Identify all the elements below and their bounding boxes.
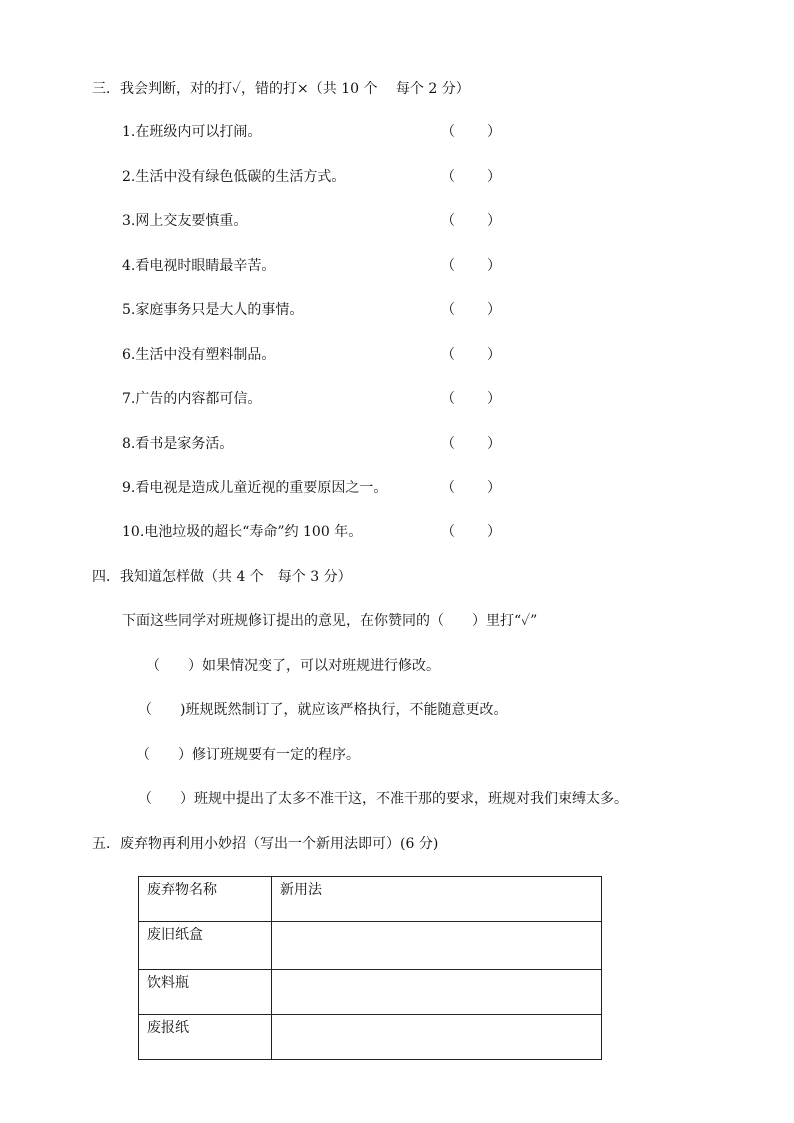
judgement-item-8: 8.看书是家务活。 — [122, 436, 234, 452]
answer-blank-5[interactable]: （ ） — [441, 302, 501, 318]
answer-blank-9[interactable]: （ ） — [441, 480, 501, 496]
waste-name-cell: 饮料瓶 — [139, 970, 272, 1015]
answer-blank-7[interactable]: （ ） — [441, 391, 501, 407]
answer-blank-1[interactable]: （ ） — [441, 124, 501, 140]
section-4-instructions: 下面这些同学对班规修订提出的意见，在你赞同的（ ）里打“✓” — [122, 613, 538, 629]
opinion-option-3[interactable]: （ ）修订班规要有一定的程序。 — [136, 747, 360, 763]
answer-blank-8[interactable]: （ ） — [441, 436, 501, 452]
answer-blank-6[interactable]: （ ） — [441, 347, 501, 363]
judgement-item-6: 6.生活中没有塑料制品。 — [122, 347, 276, 363]
waste-reuse-table — [138, 876, 602, 1060]
answer-blank-3[interactable]: （ ） — [441, 213, 501, 229]
section-3-heading: 三．我会判断，对的打✓，错的打×（共 10 个 每个 2 分） — [92, 81, 470, 97]
table-row — [139, 1015, 602, 1060]
table-row — [139, 970, 602, 1015]
new-use-answer-cell[interactable] — [272, 922, 602, 970]
opinion-option-1[interactable]: （ ）如果情况变了，可以对班规进行修改。 — [146, 658, 440, 674]
table-header-row — [139, 877, 602, 922]
answer-blank-10[interactable]: （ ） — [441, 524, 501, 540]
table-row — [139, 922, 602, 970]
opinion-option-4[interactable]: （ ）班规中提出了太多不准干这，不准干那的要求，班规对我们束缚太多。 — [138, 791, 628, 807]
waste-name-cell: 废旧纸盒 — [139, 922, 272, 970]
judgement-item-9: 9.看电视是造成儿童近视的重要原因之一。 — [122, 480, 388, 496]
judgement-item-5: 5.家庭事务只是大人的事情。 — [122, 302, 304, 318]
judgement-item-4: 4.看电视时眼睛最辛苦。 — [122, 258, 276, 274]
judgement-item-1: 1.在班级内可以打闹。 — [122, 124, 262, 140]
judgement-item-7: 7.广告的内容都可信。 — [122, 391, 262, 407]
new-use-answer-cell[interactable] — [272, 970, 602, 1015]
answer-blank-4[interactable]: （ ） — [441, 258, 501, 274]
opinion-option-2[interactable]: （ )班规既然制订了，就应该严格执行，不能随意更改。 — [138, 702, 508, 718]
judgement-item-3: 3.网上交友要慎重。 — [122, 213, 248, 229]
new-use-answer-cell[interactable] — [272, 1015, 602, 1060]
column-header-new-use: 新用法 — [272, 877, 602, 922]
judgement-item-10: 10.电池垃圾的超长“寿命”约 100 年。 — [122, 524, 363, 540]
waste-name-cell: 废报纸 — [139, 1015, 272, 1060]
section-5-heading: 五．废弃物再利用小妙招（写出一个新用法即可）(6 分) — [92, 836, 439, 852]
section-4-heading: 四．我知道怎样做（共 4 个 每个 3 分） — [92, 569, 352, 585]
judgement-item-2: 2.生活中没有绿色低碳的生活方式。 — [122, 169, 346, 185]
answer-blank-2[interactable]: （ ） — [441, 169, 501, 185]
column-header-waste-name: 废弃物名称 — [139, 877, 272, 922]
